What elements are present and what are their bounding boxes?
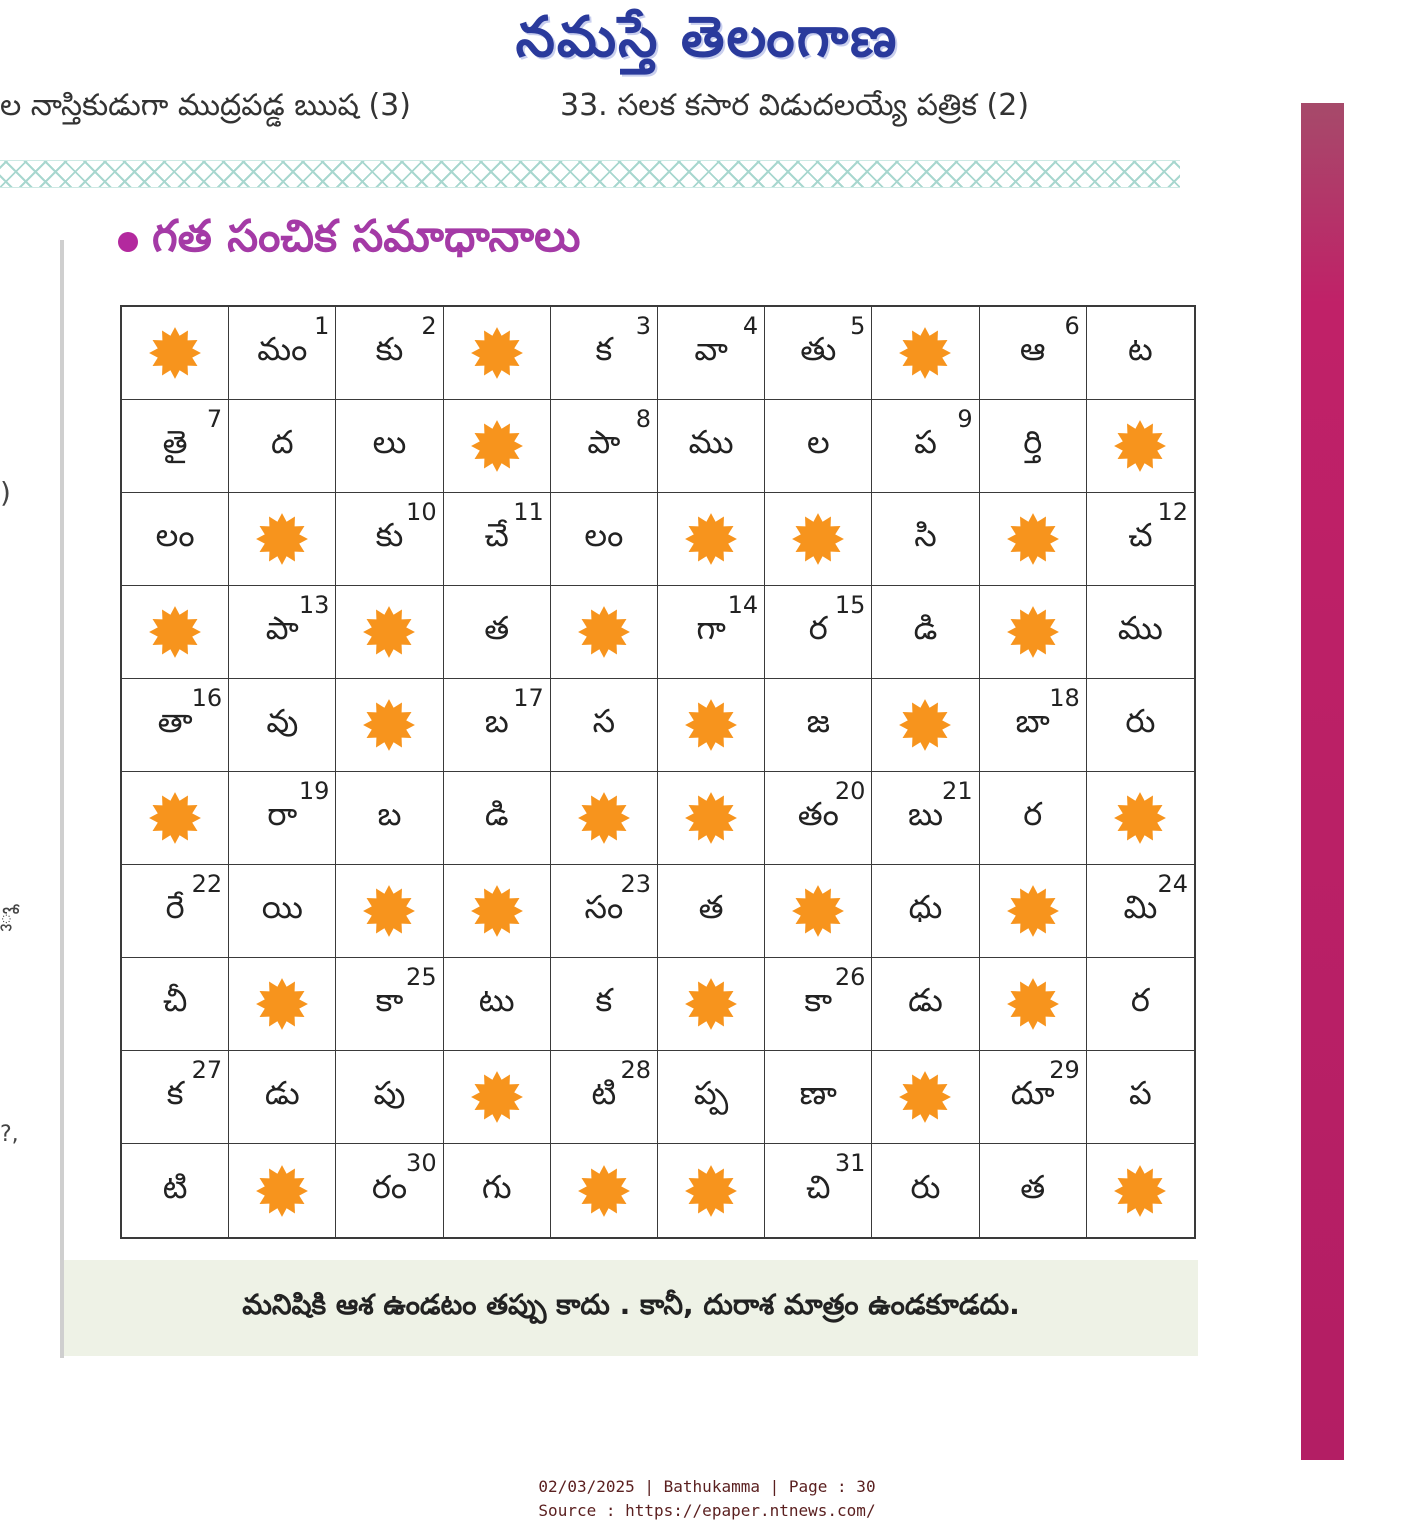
cell-letter: ర [1023,795,1043,833]
cell-letter: ము [688,423,734,461]
grid-cell [980,1144,1087,1237]
grid-cell [551,493,658,586]
cell-letter: చీ [162,981,188,1019]
clue-number: 20 [834,777,866,805]
clue-number: 14 [727,591,759,619]
cell-letter: టు [478,981,515,1019]
clue-number: 18 [1049,684,1080,712]
grid-cell [765,1051,872,1144]
clue-number: 9 [957,405,973,433]
grid-cell [765,958,872,1051]
blocked-cell [658,679,765,772]
cell-letter: రు [910,1167,941,1206]
grid-cell [765,307,872,400]
star-icon [470,884,524,938]
grid-cell [872,772,979,865]
grid-cell [1087,679,1194,772]
star-icon [1006,512,1060,566]
star-icon [148,326,202,380]
grid-cell [551,400,658,493]
masthead-title: నమస్తే తెలంగాణ [515,4,899,70]
clue-number: 7 [206,405,223,433]
blocked-cell [122,586,229,679]
cell-letter: తై [162,423,188,461]
cell-letter: మం [257,330,308,368]
blocked-cell [1087,400,1194,493]
clue-number: 16 [191,684,223,712]
bullet-icon [118,232,138,252]
blocked-cell [872,679,979,772]
clue-number: 5 [850,312,866,340]
cell-letter: స [592,702,616,740]
cell-letter: ర [808,609,828,647]
clue-number: 30 [406,1149,437,1177]
star-icon [684,791,738,845]
clue-number: 17 [513,684,544,712]
star-icon [148,605,202,659]
grid-cell [229,865,336,958]
cell-letter: డు [264,1074,300,1112]
cell-letter: త [484,609,510,647]
star-icon [255,1164,309,1218]
blocked-cell [1087,772,1194,865]
blocked-cell [658,1144,765,1237]
cell-letter: గు [481,1167,512,1206]
blocked-cell [980,493,1087,586]
grid-cell [1087,307,1194,400]
grid-cell [444,586,551,679]
cell-letter: కు [375,330,404,368]
cell-letter: చి [806,1167,831,1206]
grid-cell [229,1051,336,1144]
blocked-cell [551,1144,658,1237]
cell-letter: పు [373,1074,406,1112]
clue-number: 31 [834,1149,866,1177]
star-icon [255,977,309,1031]
cell-letter: పా [265,609,299,647]
blocked-cell [872,1051,979,1144]
cell-letter: రు [1125,702,1156,740]
blocked-cell [444,400,551,493]
clue-number: 26 [834,963,866,991]
cell-letter: క [595,330,613,368]
cell-letter: తా [157,702,193,740]
blocked-cell [229,1144,336,1237]
cell-letter: ర్తి [1023,423,1043,461]
cell-letter: యి [261,888,303,926]
cell-letter: వా [694,330,728,368]
cut-off-clue-left: ల నాస్తికుడుగా ముద్రపడ్డ ఋష (3) [0,88,411,123]
grid-cell [336,493,443,586]
cell-letter: కా [375,981,404,1019]
star-icon [255,512,309,566]
grid-cell [122,400,229,493]
star-icon [684,698,738,752]
grid-cell [336,1051,443,1144]
grid-cell [444,772,551,865]
grid-cell [658,400,765,493]
star-icon [898,1070,952,1124]
grid-cell [551,958,658,1051]
cell-letter: వు [266,702,299,740]
grid-cell [122,865,229,958]
column-divider [60,240,64,1358]
blocked-cell [551,772,658,865]
grid-cell [980,1051,1087,1144]
grid-cell [229,772,336,865]
clue-number: 12 [1157,498,1188,526]
star-icon [470,419,524,473]
cell-letter: బ [484,702,509,740]
cell-letter: మి [1123,888,1158,926]
star-icon [362,698,416,752]
grid-cell [336,307,443,400]
grid-cell [229,400,336,493]
stray-mark-2: ?, [0,1122,19,1147]
grid-cell [336,958,443,1051]
cell-letter: సి [914,516,937,554]
blocked-cell [444,865,551,958]
section-heading [118,210,580,274]
star-icon [1113,419,1167,473]
cell-letter: ర [1130,981,1150,1019]
grid-cell [1087,493,1194,586]
cell-letter: రం [371,1167,408,1206]
grid-cell [872,958,979,1051]
cell-letter: తు [800,330,837,368]
blocked-cell [980,865,1087,958]
clue-number: 29 [1049,1056,1080,1084]
grid-cell [980,772,1087,865]
blocked-cell [551,586,658,679]
blocked-cell [765,865,872,958]
clue-number: 24 [1157,870,1188,898]
cell-letter: క [595,981,613,1019]
cell-letter: చే [484,516,509,554]
clue-number: 23 [620,870,651,898]
star-icon [362,605,416,659]
grid-cell [980,400,1087,493]
grid-cell [444,1144,551,1237]
cell-letter: క [166,1074,184,1112]
cell-letter: ల [806,423,830,461]
grid-cell [444,958,551,1051]
star-icon [1113,791,1167,845]
clue-number: 25 [406,963,437,991]
grid-cell [658,865,765,958]
blocked-cell [336,865,443,958]
cell-letter: గా [696,609,726,647]
star-icon [148,791,202,845]
clue-number: 4 [742,312,759,340]
side-color-bar [1301,103,1344,1460]
footer-source-line: Source : https://epaper.ntnews.com/ [538,1501,876,1520]
star-icon [791,512,845,566]
cell-letter: కు [375,516,404,554]
grid-cell [980,307,1087,400]
cell-letter: లు [372,423,407,461]
blocked-cell [658,958,765,1051]
clue-number: 3 [635,312,651,340]
cell-letter: డు [908,981,943,1019]
grid-cell [122,1144,229,1237]
grid-cell [765,400,872,493]
cell-letter: డి [913,609,938,647]
cell-letter: ట [1128,330,1153,368]
cell-letter: సం [584,888,624,926]
star-icon [577,605,631,659]
grid-cell [444,679,551,772]
blocked-cell [229,493,336,586]
clue-number: 13 [298,591,330,619]
grid-cell [336,400,443,493]
clue-number: 10 [406,498,437,526]
cell-letter: ము [1117,609,1163,647]
grid-cell [765,586,872,679]
clue-number: 11 [513,498,544,526]
grid-cell [122,1051,229,1144]
cell-letter: కా [804,981,833,1019]
star-icon [362,884,416,938]
grid-cell [872,1144,979,1237]
star-icon [577,791,631,845]
quote-text: మనిషికి ఆశ ఉండటం తప్పు కాదు . కానీ, దురాశ మాత్రం ఉండకూడదు. [242,1288,1020,1321]
cell-letter: ఆ [1019,330,1046,368]
cell-letter: త [1020,1167,1046,1206]
cell-letter: టి [162,1167,188,1206]
decorative-border [0,160,1180,188]
quote-box [64,1260,1198,1356]
cell-letter: టి [591,1074,617,1112]
cell-letter: లం [584,516,624,554]
grid-cell [444,493,551,586]
clue-number: 1 [314,312,330,340]
cell-letter: త [698,888,724,926]
cut-off-clue-right: 33. సలక కసార విడుదలయ్యే పత్రిక (2) [560,88,1030,123]
cell-letter: రే [165,888,185,926]
section-heading-text: గత సంచిక సమాధానాలు [152,211,581,262]
grid-cell [765,679,872,772]
clue-number: 27 [191,1056,223,1084]
grid-cell [658,307,765,400]
blocked-cell [658,493,765,586]
grid-cell [872,400,979,493]
cell-letter: ప [1129,1074,1152,1112]
grid-cell [229,586,336,679]
cell-letter: దూ [1010,1074,1055,1112]
blocked-cell [336,679,443,772]
blocked-cell [122,772,229,865]
blocked-cell [336,586,443,679]
cell-letter: తం [797,795,839,833]
crossword-solution-grid [120,305,1196,1239]
clue-number: 2 [421,312,437,340]
clue-number: 6 [1064,312,1080,340]
grid-cell [1087,586,1194,679]
grid-cell [122,493,229,586]
grid-cell [551,865,658,958]
blocked-cell [229,958,336,1051]
grid-cell [658,586,765,679]
cell-letter: రా [267,795,298,833]
footer-date-line: 02/03/2025 | Bathukamma | Page : 30 [538,1477,876,1496]
blocked-cell [444,307,551,400]
cell-letter: చ [1128,516,1153,554]
clue-number: 19 [298,777,330,805]
star-icon [684,977,738,1031]
star-icon [1113,1164,1167,1218]
grid-cell [1087,865,1194,958]
clue-number: 15 [834,591,866,619]
cell-letter: ధు [908,888,943,926]
grid-cell [872,586,979,679]
clue-number: 28 [620,1056,651,1084]
star-icon [791,884,845,938]
grid-cell [551,679,658,772]
star-icon [1006,977,1060,1031]
grid-cell [551,307,658,400]
grid-cell [122,679,229,772]
cell-letter: బా [1015,702,1050,740]
star-icon [577,1164,631,1218]
grid-cell [1087,958,1194,1051]
blocked-cell [444,1051,551,1144]
cell-letter: లం [155,516,195,554]
grid-cell [1087,1051,1194,1144]
clue-number: 21 [942,777,973,805]
clue-number: 8 [635,405,651,433]
stray-mark-paren: ) [0,476,11,509]
star-icon [898,326,952,380]
cell-letter: పా [587,423,621,461]
grid-cell [551,1051,658,1144]
blocked-cell [980,958,1087,1051]
grid-cell [658,1051,765,1144]
star-icon [898,698,952,752]
grid-cell [229,679,336,772]
cell-letter: ప [914,423,937,461]
clue-number: 22 [191,870,223,898]
cell-letter: ప్ప [693,1074,729,1112]
star-icon [470,326,524,380]
star-icon [470,1070,524,1124]
star-icon [1006,605,1060,659]
blocked-cell [980,586,1087,679]
grid-cell [229,307,336,400]
blocked-cell [658,772,765,865]
blocked-cell [1087,1144,1194,1237]
grid-cell [765,772,872,865]
grid-cell [765,1144,872,1237]
grid-cell [122,958,229,1051]
cell-letter: జ [806,702,830,740]
cell-letter: ద [270,423,294,461]
blocked-cell [122,307,229,400]
cell-letter: బ [377,795,402,833]
grid-cell [336,772,443,865]
grid-cell [872,493,979,586]
grid-cell [980,679,1087,772]
blocked-cell [765,493,872,586]
cell-letter: బు [907,795,944,833]
cell-letter: డి [484,795,509,833]
star-icon [1006,884,1060,938]
blocked-cell [872,307,979,400]
grid-cell [336,1144,443,1237]
star-icon [684,1164,738,1218]
cell-letter: ణా [799,1074,837,1112]
stray-mark-1: ్లో [0,904,13,929]
grid-cell [872,865,979,958]
star-icon [684,512,738,566]
